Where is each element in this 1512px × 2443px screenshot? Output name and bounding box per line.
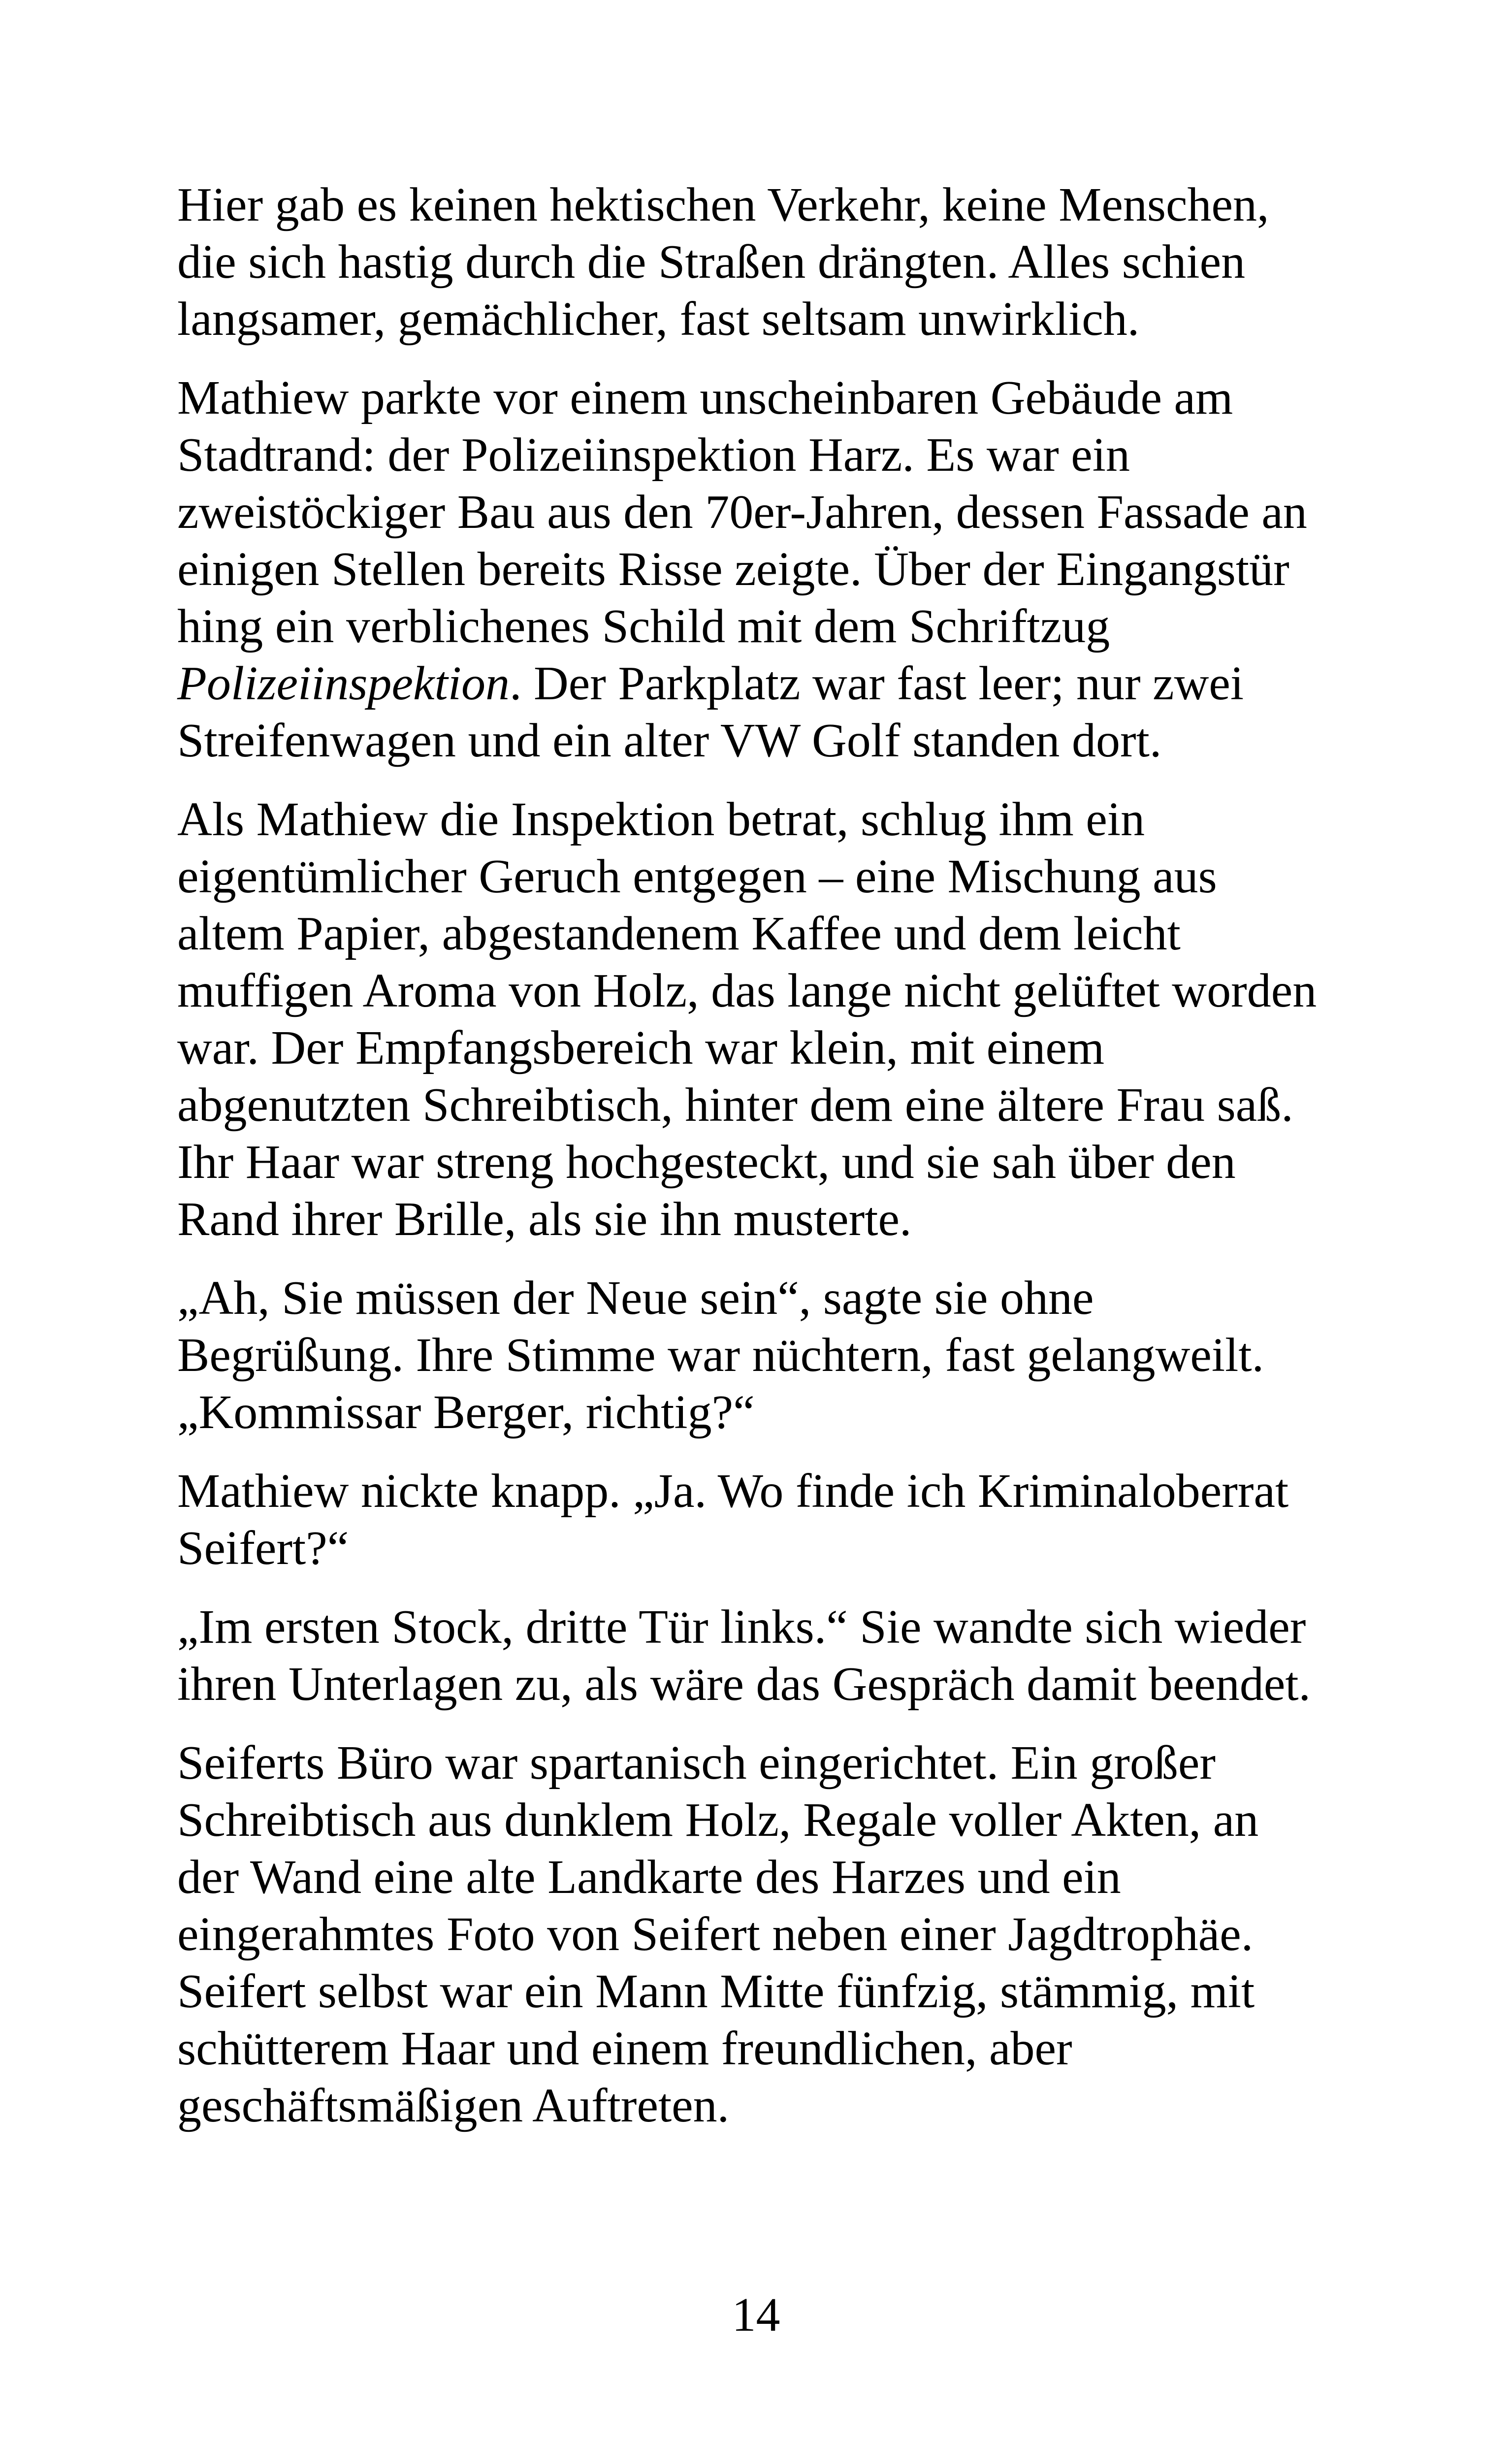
text-line: abgenutzten Schreibtisch, hinter dem eine ältere Frau saß. (177, 1078, 1293, 1132)
text-line: hing ein verblichenes Schild mit dem Schriftzug (177, 600, 1110, 653)
paragraph-6 (177, 1598, 1359, 1713)
text-line: eigentümlicher Geruch entgegen – eine Mischung aus (177, 850, 1217, 903)
text-line: Begrüßung. Ihre Stimme war nüchtern, fast gelangweilt. (177, 1329, 1264, 1382)
text-line: Schreibtisch aus dunklem Holz, Regale voller Akten, an (177, 1793, 1259, 1847)
text-line: die sich hastig durch die Straßen drängten. Alles schien (177, 235, 1246, 289)
paragraph-5 (177, 1463, 1359, 1577)
text-line: Als Mathiew die Inspektion betrat, schlug ihm ein (177, 793, 1145, 846)
text-line: Streifenwagen und ein alter VW Golf standen dort. (177, 714, 1162, 767)
text-line: „Ah, Sie müssen der Neue sein“, sagte sie ohne (177, 1271, 1094, 1325)
text-line: schütterem Haar und einem freundlichen, aber (177, 2022, 1072, 2075)
text-line: Mathiew nickte knapp. „Ja. Wo finde ich Kriminaloberrat (177, 1465, 1289, 1518)
text-line: Seiferts Büro war spartanisch eingerichtet. Ein großer (177, 1736, 1216, 1790)
text-line: ihren Unterlagen zu, als wäre das Gespräch damit beendet. (177, 1658, 1311, 1711)
text-line: „Im ersten Stock, dritte Tür links.“ Sie wandte sich wieder (177, 1600, 1306, 1654)
text-line: altem Papier, abgestandenem Kaffee und dem leicht (177, 907, 1181, 960)
text-line: Seifert selbst war ein Mann Mitte fünfzig, stämmig, mit (177, 1965, 1255, 2018)
paragraph-2 (177, 369, 1359, 769)
text-line: war. Der Empfangsbereich war klein, mit einem (177, 1021, 1105, 1075)
text-line: langsamer, gemächlicher, fast seltsam unwirklich. (177, 293, 1140, 346)
paragraph-7 (177, 1734, 1359, 2134)
text-fragment: . Der Parkplatz war fast leer; nur zwei (510, 657, 1244, 710)
paragraph-1 (177, 176, 1359, 348)
text-line: „Kommissar Berger, richtig?“ (177, 1386, 755, 1439)
text-line: eingerahmtes Foto von Seifert neben einer Jagdtrophäe. (177, 1908, 1254, 1961)
text-line: muffigen Aroma von Holz, das lange nicht gelüftet worden (177, 964, 1317, 1017)
text-line: Mathiew parkte vor einem unscheinbaren Gebäude am (177, 371, 1233, 424)
text-line: Rand ihrer Brille, als sie ihn musterte. (177, 1193, 912, 1246)
text-line: Seifert?“ (177, 1522, 349, 1575)
paragraph-3 (177, 791, 1359, 1248)
paragraph-4 (177, 1270, 1359, 1441)
page-number: 14 (732, 2288, 780, 2342)
text-line: zweistöckiger Bau aus den 70er-Jahren, dessen Fassade an (177, 486, 1307, 539)
text-line-with-italic (177, 655, 1359, 712)
body-text (177, 176, 1359, 2156)
text-line: der Wand eine alte Landkarte des Harzes und ein (177, 1851, 1121, 1904)
text-line: einigen Stellen bereits Risse zeigte. Über der Eingangstür (177, 543, 1289, 596)
italic-term: Polizeiinspektion (177, 657, 510, 710)
text-line: Ihr Haar war streng hochgesteckt, und sie sah über den (177, 1136, 1236, 1189)
text-line: Stadtrand: der Polizeiinspektion Harz. Es war ein (177, 428, 1130, 482)
text-line: Hier gab es keinen hektischen Verkehr, keine Menschen, (177, 178, 1269, 231)
text-line: geschäftsmäßigen Auftreten. (177, 2079, 730, 2132)
